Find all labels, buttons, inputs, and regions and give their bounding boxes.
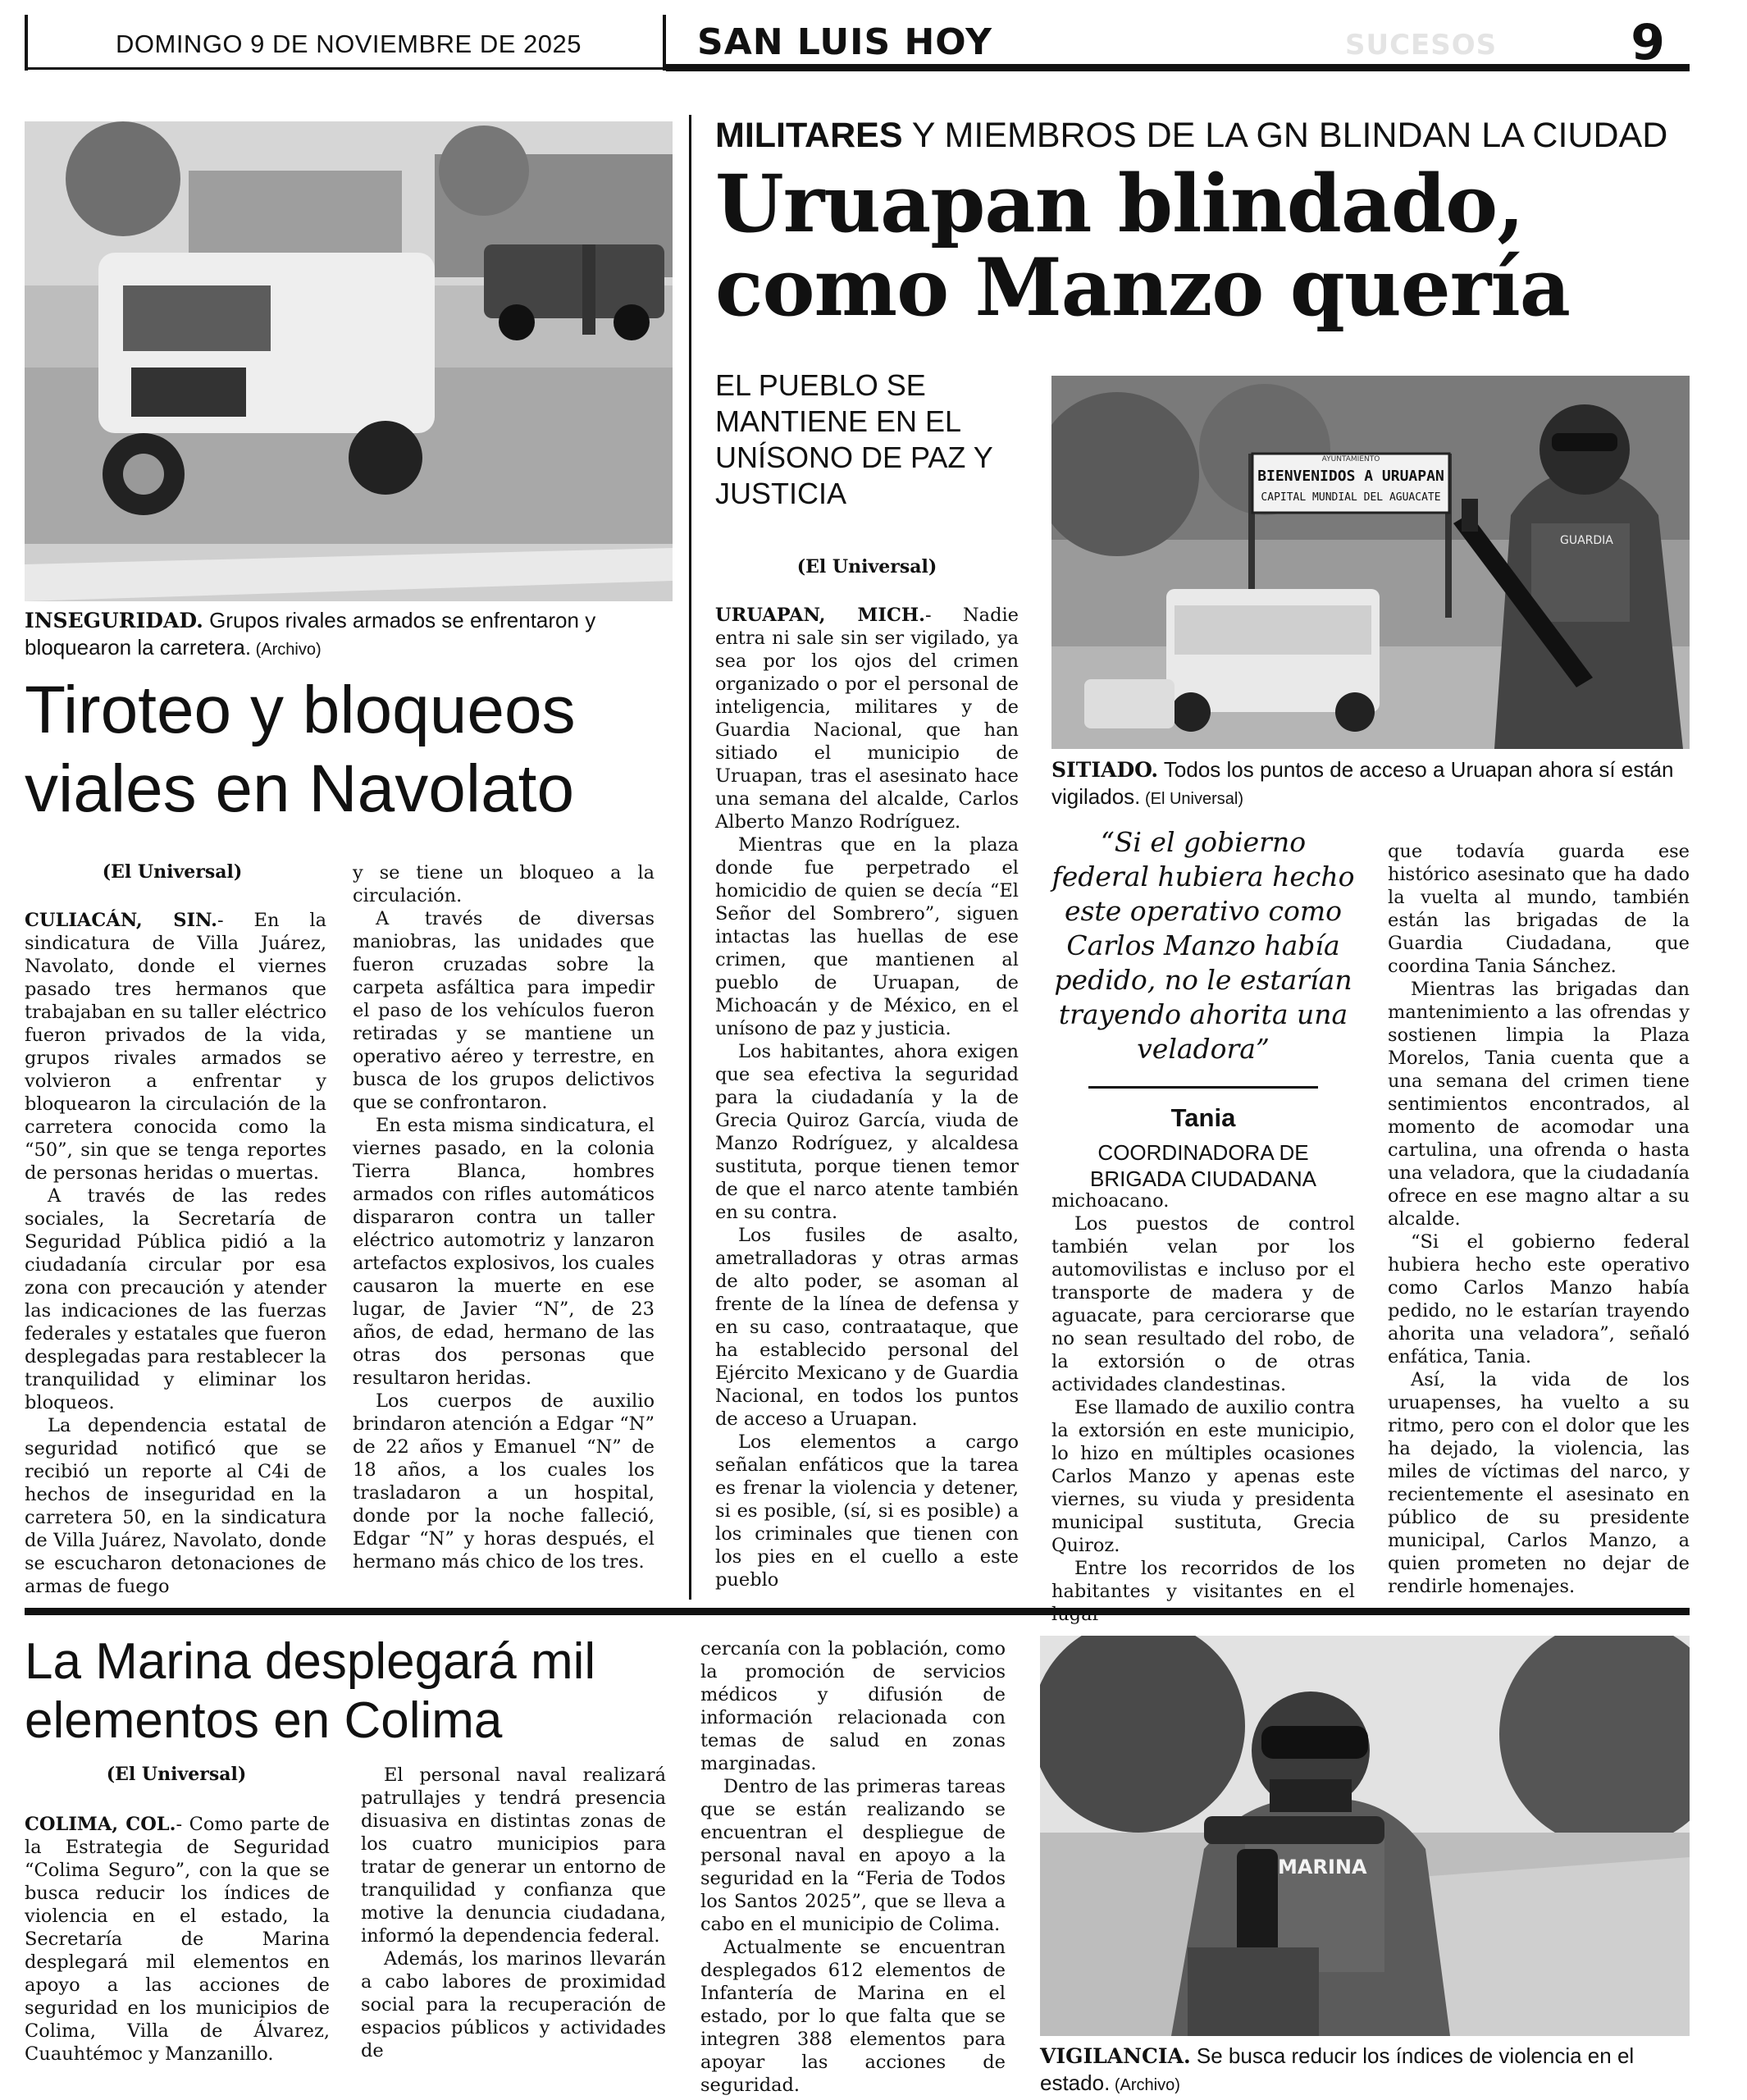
- colima-headline: La Marina desplegará mil elementos en Colima: [25, 1633, 596, 1749]
- uruapan-credit: (El Universal): [796, 556, 937, 578]
- article-paragraph: Mientras que en la plaza donde fue perpetrado el homicidio de quien se decía “El Señor del Sombrero”, siguen intactas las huellas de ese crimen, que mantienen al pueblo de Uruapan, de Michoacán y de México, en el unísono de paz y justicia.: [715, 834, 1019, 1039]
- article-paragraph: La dependencia estatal de seguridad notificó que se recibió un reporte al C4i de hechos de inseguridad en la carretera 50, en la sindicatura de Villa Juárez, Navolato, donde se escucharon detonaciones de armas de fuego: [25, 1415, 326, 1597]
- uruapan-kicker: MILITARES Y MIEMBROS DE LA GN BLINDAN LA CIUDAD: [715, 116, 1668, 155]
- article-paragraph: Los puestos de control también velan por los automovilistas e incluso por el transporte de madera y de aguacate, para cerciorarse que no sean resultado del robo, de la extorsión o de otras actividades clandestinas.: [1051, 1213, 1355, 1395]
- article-paragraph: Actualmente se encuentran desplegados 612 elementos de Infantería de Marina en el estado, por lo que falta que se integren 388 elementos para apoyar las acciones de seguridad.: [700, 1937, 1006, 2096]
- marine-soldier-image: [1040, 1636, 1690, 2036]
- caption-credit: (Archivo): [251, 641, 322, 659]
- article-paragraph: Ese llamado de auxilio contra la extorsión en este municipio, lo hizo en múltiples ocasiones Carlos Manzo y apenas este viernes, su viuda y presidenta municipal sustituta, Grecia Quiroz.: [1051, 1397, 1355, 1556]
- article-paragraph: URUAPAN, MICH.- Nadie entra ni sale sin ser vigilado, ya sea por los ojos del crimen organizado o por el personal de inteligencia, militares y de Guardia Nacional, que han sitiado el municipio de Uruapan, tras el asesinato hace una semana del alcalde, Carlos Alberto Manzo Rodríguez.: [715, 605, 1019, 833]
- dateline: COLIMA, COL.: [25, 1814, 176, 1835]
- article-paragraph: En esta misma sindicatura, el viernes pasado, en la colonia Tierra Blanca, hombres armados con rifles automáticos dispararon contra un taller eléctrico automotriz y lanzaron artefactos explosivos, los cuales causaron la muerte en ese lugar, de Javier “N”, de 23 años, de edad, hermano de las otras dos personas que resultaron heridas.: [353, 1115, 655, 1389]
- navolato-headline: Tiroteo y bloqueos viales en Navolato: [25, 673, 576, 826]
- uruapan-column-3: [1388, 840, 1690, 1598]
- caption-credit: (Archivo): [1110, 2076, 1180, 2094]
- jeep-shootout-image: [25, 121, 673, 601]
- dateline: CULIACÁN, SIN.: [25, 910, 218, 931]
- colima-caption: [1040, 2043, 1690, 2098]
- pull-quote-name: Tania: [1170, 1103, 1236, 1132]
- article-paragraph: A través de diversas maniobras, las unidades que fueron cruzadas sobre la carpeta asfáltica para impedir el paso de los vehículos fueron retiradas y se mantiene un operativo aéreo y terrestre, en busca de los grupos delictivos que se confrontaron.: [353, 908, 655, 1113]
- article-paragraph: Los fusiles de asalto, ametralladoras y otras armas de alto poder, se asoman al frente de la línea de defensa y en su caso, contraataque, que ha establecido personal del Ejército Mexicano y de Guardia Nacional, en todos los puntos de acceso a Uruapan.: [715, 1225, 1019, 1430]
- svg-text:CAPITAL MUNDIAL DEL AGUACATE: CAPITAL MUNDIAL DEL AGUACATE: [1261, 491, 1441, 504]
- article-paragraph: y se tiene un bloqueo a la circulación.: [353, 862, 655, 906]
- article-paragraph: Así, la vida de los uruapenses, ha vuelto a su ritmo, pero con el dolor que les ha dejado, la violencia, las miles de víctimas del narco, y recientemente el asesinato en público de su presidente municipal, Carlos Manzo, a quien prometen no dejar de rendirle homenajes.: [1388, 1369, 1690, 1597]
- article-paragraph: Además, los marinos llevarán a cabo labores de proximidad social para la recuperación de espacios públicos y actividades de: [361, 1948, 666, 2061]
- article-paragraph: Los cuerpos de auxilio brindaron atención a Edgar “N” de 22 años y Emanuel “N” de 18 años, a los cuales los trasladaron a un hospital, donde por la noche falleció, Edgar “N” y horas después, el hermano más chico de los tres.: [353, 1390, 655, 1573]
- svg-text:MARINA: MARINA: [1278, 1856, 1367, 1879]
- colima-column-1: [25, 1813, 330, 2066]
- colima-credit: (El Universal): [106, 1764, 247, 1785]
- colima-photo: [1040, 1636, 1690, 2036]
- page-number: 9: [1631, 14, 1665, 71]
- svg-text:GUARDIA: GUARDIA: [1560, 534, 1613, 547]
- article-paragraph: A través de las redes sociales, la Secretaría de Seguridad Pública pidió a la ciudadanía circular por esa zona con precaución y atender las indicaciones de las fuerzas federales y estatales que fueron desplegadas para restablecer la tranquilidad y eliminar los bloqueos.: [25, 1185, 326, 1413]
- colima-column-2: [361, 1764, 666, 2062]
- pull-quote-rule: [1088, 1086, 1318, 1089]
- uruapan-headline: Uruapan blindado, como Manzo quería: [715, 158, 1570, 334]
- caption-lead: INSEGURIDAD.: [25, 609, 203, 632]
- issue-date: DOMINGO 9 DE NOVIEMBRE DE 2025: [116, 30, 582, 58]
- caption-text: Todos los puntos de acceso a Uruapan ahora sí están vigilados.: [1051, 757, 1674, 809]
- header-date-underline: [25, 67, 664, 70]
- article-paragraph: cercanía con la población, como la promoción de servicios médicos y difusión de información relacionada con temas de salud en zonas marginadas.: [700, 1638, 1006, 1774]
- newspaper-name: SAN LUIS HOY: [697, 21, 992, 63]
- article-paragraph: Dentro de las primeras tareas que se están realizando se encuentran el despliegue de personal naval en apoyo a la seguridad en la “Feria de Todos los Santos 2025”, que se lleva a cabo en el municipio de Colima.: [700, 1776, 1006, 1935]
- section-name: SUCESOS: [1345, 29, 1498, 62]
- dateline: URUAPAN, MICH.: [715, 605, 925, 626]
- article-paragraph: que todavía guarda ese histórico asesinato que ha dado la vuelta al mundo, también están las brigadas de la Guardia Ciudadana, que coordina Tania Sánchez.: [1388, 841, 1690, 977]
- article-paragraph: Los habitantes, ahora exigen que sea efectiva la seguridad para la ciudadanía y la de Grecia Quiroz García, viuda de Manzo Rodríguez, y alcaldesa sustituta, porque tienen temor de que el narco atente también en su contra.: [715, 1041, 1019, 1223]
- caption-lead: SITIADO.: [1051, 758, 1159, 782]
- pull-quote-text: “Si el gobierno federal hubiera hecho este operativo como Carlos Manzo había pedido, no le estarían trayendo ahorita una veladora”: [1051, 826, 1355, 1065]
- caption-credit: (El Universal): [1140, 790, 1243, 808]
- caption-text: Se busca reducir los índices de violencia en el estado.: [1040, 2043, 1635, 2095]
- section-separator: [25, 1608, 1690, 1615]
- colima-column-3: [700, 1637, 1006, 2097]
- article-paragraph: COLIMA, COL.- Como parte de la Estrategia de Seguridad “Colima Seguro”, con la que se busca reducir los índices de violencia en el estado, la Secretaría de Marina desplegará mil elementos en apoyo a las acciones de seguridad en los municipios de Colima, Villa de Álvarez, Cuauhtémoc y Manzanillo.: [25, 1814, 330, 2065]
- soldier-checkpoint-image: [1051, 376, 1690, 749]
- article-paragraph: Mientras las brigadas dan mantenimiento a las ofrendas y sostienen limpia la Plaza Morelos, Tania cuenta que a una semana del crimen tiene sentimientos encontrados, al momento de acomodar una cartulina, una ofrenda o hasta una veladora, que la ciudadanía ofrece en ese magno altar a su alcalde.: [1388, 979, 1690, 1230]
- uruapan-column-1: [715, 604, 1019, 1591]
- svg-text:AYUNTAMIENTO: AYUNTAMIENTO: [1321, 455, 1380, 463]
- article-paragraph: El personal naval realizará patrullajes y tendrá presencia disuasiva en distintas zonas de los cuatro municipios para tratar de generar un entorno de tranquilidad y confianza que motive la denuncia ciudadana, informó la dependencia federal.: [361, 1764, 666, 1947]
- column-separator: [689, 115, 691, 1600]
- article-paragraph: “Si el gobierno federal hubiera hecho este operativo como Carlos Manzo había pedido, no le estarían trayendo ahorita una veladora”, señaló enfática, Tania.: [1388, 1231, 1690, 1367]
- header-rule-divider: [663, 15, 666, 71]
- article-paragraph: Los elementos a cargo señalan enfáticos que la tarea es frenar la violencia y detener, si es posible, (sí, si es posible) a los criminales que tienen con los pies en el cuello a este pueblo: [715, 1431, 1019, 1591]
- caption-lead: VIGILANCIA.: [1040, 2044, 1191, 2068]
- navolato-column-1: [25, 909, 326, 1598]
- article-paragraph: michoacano.: [1051, 1190, 1170, 1212]
- navolato-caption: [25, 607, 673, 663]
- uruapan-caption: [1051, 756, 1690, 812]
- navolato-column-2: [353, 861, 655, 1573]
- navolato-credit: (El Universal): [102, 861, 243, 883]
- caption-text: Grupos rivales armados se enfrentaron y bloquearon la carretera.: [25, 608, 596, 660]
- uruapan-photo: [1051, 376, 1690, 749]
- pull-quote-role: COORDINADORA DE BRIGADA CIUDADANA: [1090, 1140, 1316, 1191]
- article-paragraph: CULIACÁN, SIN.- En la sindicatura de Villa Juárez, Navolato, donde el viernes pasado tres hermanos que trabajaban en su taller eléctrico fueron privados de la vida, grupos rivales armados se volvieron a enfrentar y bloquearon la circulación de la carretera conocida como la “50”, sin que se tenga reportes de personas heridas o muertas.: [25, 910, 327, 1184]
- article-paragraph: Entre los recorridos de los habitantes y visitantes en el: [1051, 1558, 1355, 1602]
- uruapan-subhead: EL PUEBLO SE MANTIENE EN EL UNÍSONO DE PAZ Y JUSTICIA: [715, 368, 993, 510]
- svg-text:BIENVENIDOS A URUAPAN: BIENVENIDOS A URUAPAN: [1257, 468, 1444, 485]
- uruapan-column-2: [1051, 1189, 1355, 1626]
- navolato-photo: [25, 121, 673, 601]
- pull-quote: [1051, 825, 1355, 1192]
